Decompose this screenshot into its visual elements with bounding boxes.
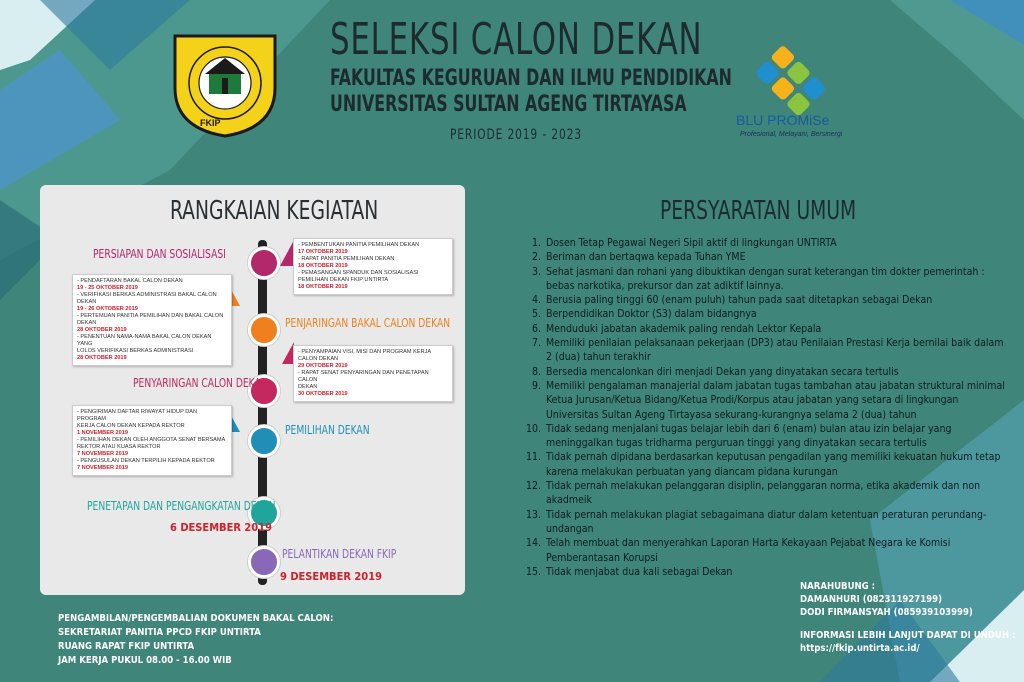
timeline-node-2 — [248, 314, 280, 346]
blu-tagline: Profesional, Melayani, Bersinergi — [740, 131, 843, 138]
stage-label-5: PENETAPAN DAN PENGANGKATAN DEKAN — [87, 499, 276, 513]
footer-document-info — [58, 612, 333, 668]
stage-label-6: PELANTIKAN DEKAN FKIP — [282, 547, 397, 561]
logo-caption: FKIP — [200, 118, 221, 128]
requirement-item: 10. Tidak sedang menjalani tugas belajar lebih dari 6 (enam) bulan atau izin belajar yang meninggalkan tugas tridharma perguruan tinggi yang dinyatakan secara tertulis — [544, 422, 1006, 451]
activity-item: - PEMILIHAN DEKAN OLEH ANGGOTA SENAT BERSAMA — [77, 437, 226, 443]
footer-left-line: SEKRETARIAT PANITIA PPCD FKIP UNTIRTA — [58, 627, 261, 638]
activity-box-1 — [293, 238, 453, 295]
contact-person: DAMANHURI (082311927199) — [800, 594, 942, 605]
university-name: UNIVERSITAS SULTAN AGENG TIRTAYASA — [330, 92, 687, 117]
requirement-item: 3. Sehat jasmani dan rohani yang dibuktikan dengan surat keterangan tim dokter pemerintah : bebas narkotika, prekursor dan zat adiktif lainnya. — [544, 265, 1006, 294]
requirement-item: 15. Tidak menjabat dua kali sebagai Dekan — [544, 565, 1006, 579]
requirement-item: 8. Bersedia mencalonkan diri menjadi Dekan yang dinyatakan secara tertulis — [544, 365, 1006, 379]
activity-date: 19 - 25 OKTOBER 2019 — [77, 285, 138, 291]
activity-box-3 — [293, 345, 453, 402]
activity-item: - PENYAMPAIAN VISI, MISI DAN PROGRAM KERJA — [298, 349, 432, 355]
requirement-item: 9. Memiliki pengalaman manajerial dalam jabatan tugas tambahan atau jabatan struktural minimal Ketua Jurusan/Ketua Bidang/Ketua Prodi/Korpus atau jabatan yang setara di lingkungan Universitas Sultan Ageng Tirtayasa sekurang-kurangnya selama 2 (dua) tahun — [544, 379, 1006, 422]
activity-box-4 — [72, 405, 232, 476]
activity-item: - PEMASANGAN SPANDUK DAN SOSIALISASI — [298, 270, 419, 276]
blu-name: BLU PROMiSe — [736, 112, 830, 128]
activity-item: - PEMBENTUKAN PANITIA PEMILIHAN DEKAN — [298, 242, 420, 248]
stage-label-4: PEMILIHAN DEKAN — [285, 423, 370, 437]
requirement-item: 7. Memiliki penilaian pelaksanaan pekerjaan (DP3) atau Penilaian Prestasi Kerja bernilai baik dalam 2 (dua) tahun terakhir — [544, 336, 1006, 365]
requirement-item: 4. Berusia paling tinggi 60 (enam puluh) tahun pada saat ditetapkan sebagai Dekan — [544, 293, 1006, 307]
activity-date: 28 OKTOBER 2019 — [77, 355, 127, 361]
stage-label-3: PENYARINGAN CALON DEKAN — [133, 376, 268, 390]
timeline-node-4 — [248, 425, 280, 457]
activity-date: 17 OKTOBER 2019 — [298, 249, 348, 255]
activity-item: - RAPAT SENAT PENYARINGAN DAN PENETAPAN CALON — [298, 370, 429, 383]
activity-date: 7 NOVEMBER 2019 — [77, 451, 128, 457]
activity-item: - RAPAT PANITIA PEMILIHAN DEKAN — [298, 256, 395, 262]
timeline-title: RANGKAIAN KEGIATAN — [170, 196, 379, 226]
activity-item: - PERTEMUAN PANITIA PEMILIHAN DAN BAKAL CALON DEKAN — [77, 313, 224, 326]
timeline-node-6 — [248, 546, 280, 578]
spacer — [800, 619, 1015, 629]
activity-item: CALON DEKAN — [298, 356, 339, 362]
footer-left-line: RUANG RAPAT FKIP UNTIRTA — [58, 641, 195, 652]
activity-item: LOLOS VERIFIKASI BERKAS ADMINISTRASI — [77, 348, 194, 354]
footer-contact-info — [800, 580, 1015, 655]
faculty-name: FAKULTAS KEGURUAN DAN ILMU PENDIDIKAN — [330, 66, 732, 91]
activity-item: KERJA CALON DEKAN KEPADA REKTOR — [77, 423, 185, 429]
activity-date: 18 OKTOBER 2019 — [298, 263, 348, 269]
activity-item: PEMILIHAN DEKAN FKIP UNTIRTA — [298, 277, 389, 283]
activity-item: - PENGUSULAN DEKAN TERPILIH KEPADA REKTOR — [77, 458, 215, 464]
requirement-item: 11. Tidak pernah dipidana berdasarkan keputusan pengadilan yang memiliki kekuatan hukum tetap karena melakukan perbuatan yang diancam pidana kurungan — [544, 450, 1006, 479]
university-logo — [165, 28, 285, 138]
contact-heading: NARAHUBUNG : — [800, 581, 876, 592]
activity-item: - PENGIRIMAN DAFTAR RIWAYAT HIDUP DAN PROGRAM — [77, 409, 198, 422]
activity-item: REKTOR ATAU KUASA REKTOR — [77, 444, 161, 450]
activity-date: 1 NOVEMBER 2019 — [77, 430, 128, 436]
stage-date-5: 6 DESEMBER 2019 — [170, 521, 272, 534]
activity-date: 30 OKTOBER 2019 — [298, 391, 348, 397]
requirement-item: 14. Telah membuat dan menyerahkan Laporan Harta Kekayaan Pejabat Negara ke Komisi Pemberantasan Korupsi — [544, 536, 1006, 565]
activity-date: 29 OKTOBER 2019 — [298, 363, 348, 369]
stage-label-1: PERSIAPAN DAN SOSIALISASI — [93, 247, 226, 261]
requirement-item: 1. Dosen Tetap Pegawai Negeri Sipil aktif di lingkungan UNTIRTA — [544, 236, 1006, 250]
requirements-list — [528, 236, 1006, 579]
footer-left-line: PENGAMBILAN/PENGEMBALIAN DOKUMEN BAKAL CALON: — [58, 613, 334, 624]
requirements-title: PERSYARATAN UMUM — [660, 196, 857, 226]
requirement-item: 13. Tidak pernah melakukan plagiat sebagaimana diatur dalam ketentuan peraturan perundang-undangan — [544, 508, 1006, 537]
activity-date: 7 NOVEMBER 2019 — [77, 465, 128, 471]
activity-item: - PENDAFTARAN BAKAL CALON DEKAN — [77, 278, 183, 284]
contact-person: DODI FIRMANSYAH (085939103999) — [800, 607, 973, 618]
requirement-item: 2. Beriman dan bertaqwa kepada Tuhan YME — [544, 250, 1006, 264]
stage-date-6: 9 DESEMBER 2019 — [280, 570, 382, 583]
period-label: PERIODE 2019 - 2023 — [450, 127, 582, 143]
requirement-item: 5. Berpendidikan Doktor (S3) dalam bidangnya — [544, 307, 1006, 321]
activity-item: DEKAN — [298, 384, 318, 390]
requirement-item: 12. Tidak pernah melakukan pelanggaran disiplin, pelanggaran norma, etika akademik dan non akadmeik — [544, 479, 1006, 508]
activity-item: - VERIFIKASI BERKAS ADMINISTRASI BAKAL CALON DEKAN — [77, 292, 217, 305]
stage-label-2: PENJARINGAN BAKAL CALON DEKAN — [285, 316, 451, 330]
flag-marker-1 — [280, 240, 294, 266]
info-link[interactable]: https://fkip.untirta.ac.id/ — [800, 643, 920, 654]
activity-date: 18 OKTOBER 2019 — [298, 284, 348, 290]
activity-date: 28 OKTOBER 2019 — [77, 327, 127, 333]
page-title: SELEKSI CALON DEKAN — [330, 14, 703, 65]
footer-left-line: JAM KERJA PUKUL 08.00 - 16.00 WIB — [58, 655, 232, 666]
activity-box-2 — [72, 274, 232, 366]
activity-item: - PENENTUAN NAMA-NAMA BAKAL CALON DEKAN YANG — [77, 334, 212, 347]
activity-date: 19 - 26 OKTOBER 2019 — [77, 306, 138, 312]
timeline-node-1 — [248, 247, 280, 279]
info-heading: INFORMASI LEBIH LANJUT DAPAT DI UNDUH : — [800, 630, 1016, 641]
requirement-item: 6. Menduduki jabatan akademik paling rendah Lektor Kepala — [544, 322, 1006, 336]
